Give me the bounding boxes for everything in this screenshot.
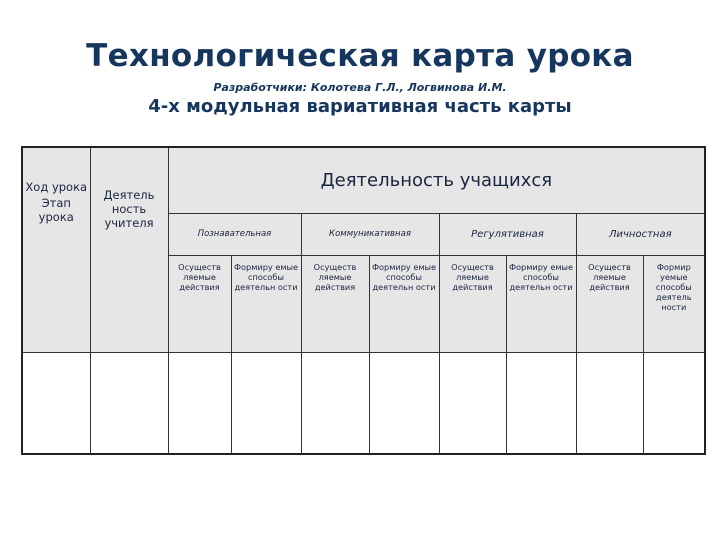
table-cell[interactable] [439, 353, 506, 454]
category-communicative: Коммуникативная [301, 213, 439, 256]
teacher-activity-label: Деятель ность учителя [103, 188, 155, 230]
lesson-course-label: Ход урока [25, 180, 88, 194]
teacher-activity-header [90, 147, 168, 353]
table-cell[interactable] [90, 353, 168, 454]
table-cell[interactable] [301, 353, 369, 454]
table-cell[interactable] [369, 353, 439, 454]
table-cell[interactable] [231, 353, 301, 454]
lesson-stage-label: Этап урока [38, 196, 74, 224]
page-title: Технологическая карта урока [86, 38, 634, 74]
authors-line: Разработчики: Колотева Г.Л., Логвинова И.М. [213, 81, 507, 94]
student-activity-header: Деятельность учащихся [168, 147, 705, 213]
subheader-actions: Осуществ ляемые действия [576, 256, 643, 353]
table-cell[interactable] [168, 353, 231, 454]
lesson-stage-header [22, 147, 90, 353]
table-cell[interactable] [22, 353, 90, 454]
table-cell[interactable] [506, 353, 576, 454]
table-cell[interactable] [643, 353, 705, 454]
subheader-actions: Осуществ ляемые действия [168, 256, 231, 353]
category-personal: Личностная [576, 213, 705, 256]
subheader-methods: Формиру емые способы деятельн ости [231, 256, 301, 353]
category-regulatory: Регулятивная [439, 213, 576, 256]
table-cell[interactable] [576, 353, 643, 454]
subheader-actions: Осуществ ляемые действия [301, 256, 369, 353]
subheader-actions: Осуществ ляемые действия [439, 256, 506, 353]
subheader-methods: Формиру емые способы деятельн ости [369, 256, 439, 353]
subheader-methods: Формиру емые способы деятельн ости [506, 256, 576, 353]
category-cognitive: Познавательная [168, 213, 301, 256]
page-subtitle: 4-х модульная вариативная часть карты [148, 96, 572, 117]
subheader-methods: Формир уемые способы деятель ности [643, 256, 705, 353]
lesson-map-table [21, 146, 706, 455]
